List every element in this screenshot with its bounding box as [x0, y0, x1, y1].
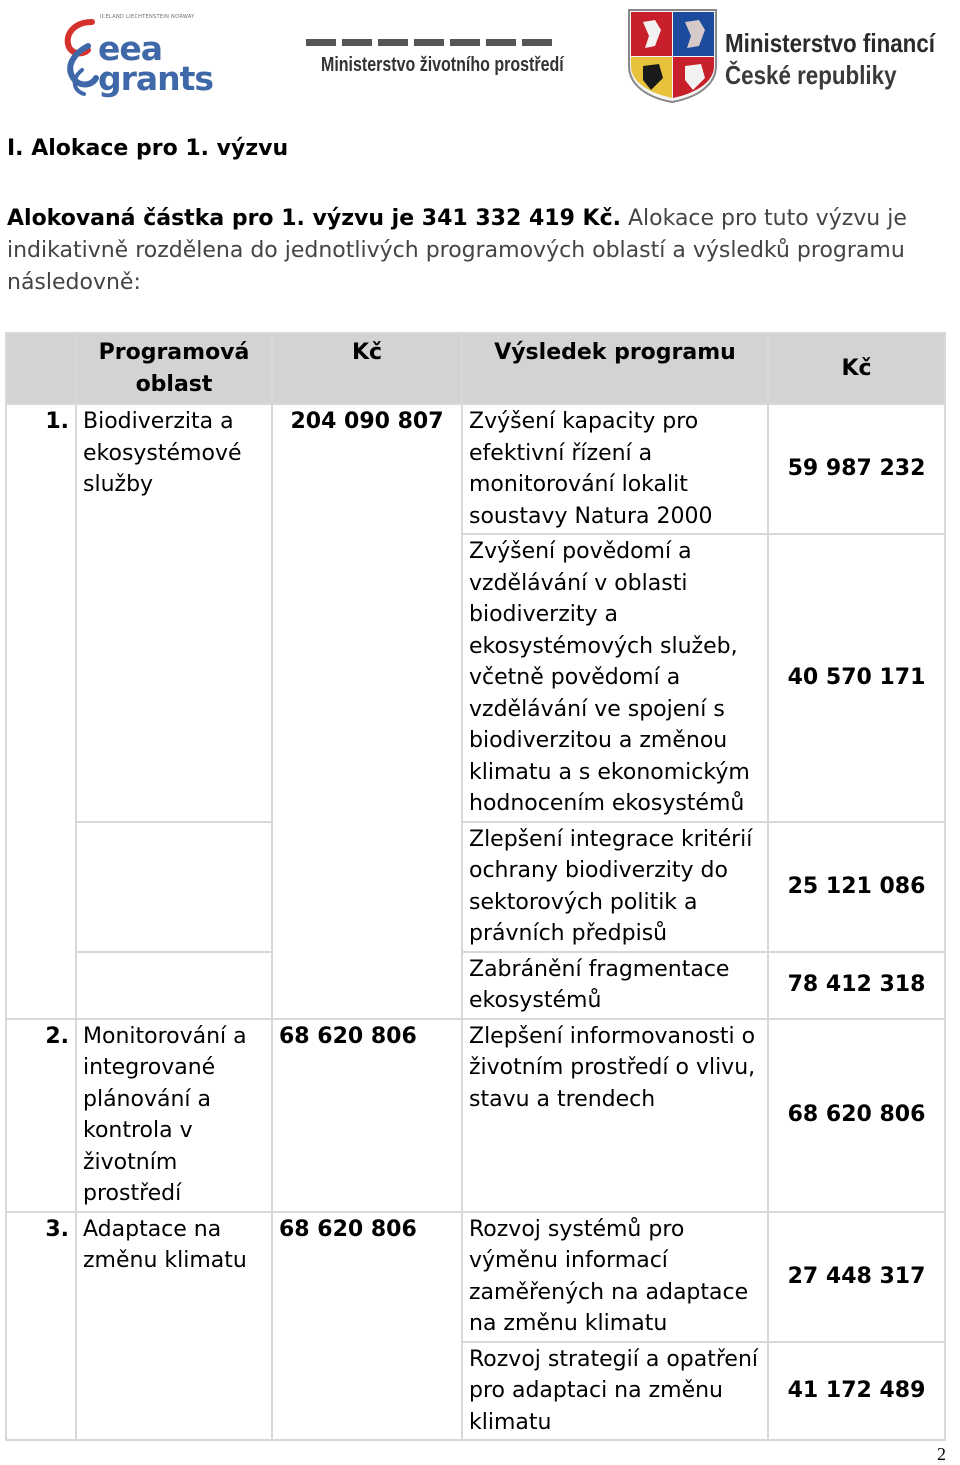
area-number-empty	[6, 822, 76, 952]
result-text: Zabránění fragmentace ekosystémů	[462, 952, 768, 1019]
mzp-logo-text: Ministerstvo životního prostředí	[321, 54, 564, 76]
mzp-logo-stripe	[306, 39, 568, 46]
area-name: Biodiverzita a ekosystémové služby	[76, 404, 272, 534]
result-amount: 78 412 318	[768, 952, 945, 1019]
intro-paragraph	[7, 203, 957, 299]
intro-bold: Alokovaná částka pro 1. výzvu je 341 332 419 Kč.	[7, 206, 621, 231]
result-text: Zlepšení informovanosti o životním prostředí o vlivu, stavu a trendech	[462, 1019, 768, 1212]
area-amount-empty	[272, 534, 462, 822]
area-number: 2.	[6, 1019, 76, 1212]
result-text: Zvýšení povědomí a vzdělávání v oblasti biodiverzity a ekosystémových služeb, včetně povědomí a vzdělávání ve spojení s biodiverzitou a změnou klimatu a s ekonomickým hodnocením ekosystémů	[462, 534, 768, 822]
area-name-empty	[76, 1342, 272, 1441]
intro-rest: Alokace pro tuto výzvu je indikativně rozdělena do jednotlivých programových oblastí a výsledků programu následovně:	[7, 206, 907, 295]
area-amount-empty	[272, 822, 462, 952]
area-number: 1.	[6, 404, 76, 534]
area-name: Monitorování a integrované plánování a kontrola v životním prostředí	[76, 1019, 272, 1212]
area-number-empty	[6, 952, 76, 1019]
eea-logo-small-text: ICELAND LIECHTENSTEIN NORWAY	[100, 14, 195, 20]
result-amount: 25 121 086	[768, 822, 945, 952]
result-amount: 41 172 489	[768, 1342, 945, 1441]
mf-logo-line2: České republiky	[725, 60, 897, 90]
area-number-empty	[6, 1342, 76, 1441]
area-amount: 68 620 806	[272, 1212, 462, 1342]
area-amount: 204 090 807	[272, 404, 462, 534]
header-cell-area: Programová oblast	[76, 333, 272, 404]
table-header-row	[6, 333, 945, 404]
area-name: Adaptace na změnu klimatu	[76, 1212, 272, 1342]
page-header	[0, 0, 960, 110]
area-number-empty	[6, 534, 76, 822]
mf-logo-line1: Ministerstvo financí	[725, 28, 935, 58]
mzp-logo	[303, 34, 565, 94]
area-name-empty	[76, 534, 272, 822]
grants-logo-word: grants	[98, 59, 214, 98]
table-row	[6, 952, 945, 1019]
table-row	[6, 404, 945, 534]
result-text: Rozvoj systémů pro výměnu informací zaměřených na adaptace na změnu klimatu	[462, 1212, 768, 1342]
table-row	[6, 1342, 945, 1441]
table-row	[6, 1019, 945, 1212]
area-name-empty	[76, 952, 272, 1019]
page-number: 2	[937, 1444, 946, 1464]
eea-grants-logo	[62, 12, 214, 98]
area-name-empty	[76, 822, 272, 952]
result-amount: 59 987 232	[768, 404, 945, 534]
eea-swirl-icon	[62, 16, 100, 98]
mf-logo	[625, 8, 955, 103]
header-cell-kc-result: Kč	[768, 333, 945, 404]
header-cell-blank	[6, 333, 76, 404]
area-amount-empty	[272, 952, 462, 1019]
eea-logo-word: eea	[98, 29, 163, 68]
result-text: Rozvoj strategií a opatření pro adaptaci na změnu klimatu	[462, 1342, 768, 1441]
result-amount: 68 620 806	[768, 1019, 945, 1212]
header-cell-kc-area: Kč	[272, 333, 462, 404]
result-text: Zlepšení integrace kritérií ochrany biodiverzity do sektorových politik a právních předpisů	[462, 822, 768, 952]
table-row	[6, 534, 945, 822]
area-number: 3.	[6, 1212, 76, 1342]
section-title: I. Alokace pro 1. výzvu	[7, 136, 289, 161]
area-amount: 68 620 806	[272, 1019, 462, 1212]
table-row	[6, 822, 945, 952]
czech-coat-of-arms-icon	[625, 8, 720, 103]
allocation-table	[5, 332, 946, 1441]
result-text: Zvýšení kapacity pro efektivní řízení a monitorování lokalit soustavy Natura 2000	[462, 404, 768, 534]
header-cell-result: Výsledek programu	[462, 333, 768, 404]
area-amount-empty	[272, 1342, 462, 1441]
result-amount: 40 570 171	[768, 534, 945, 822]
table-row	[6, 1212, 945, 1342]
result-amount: 27 448 317	[768, 1212, 945, 1342]
